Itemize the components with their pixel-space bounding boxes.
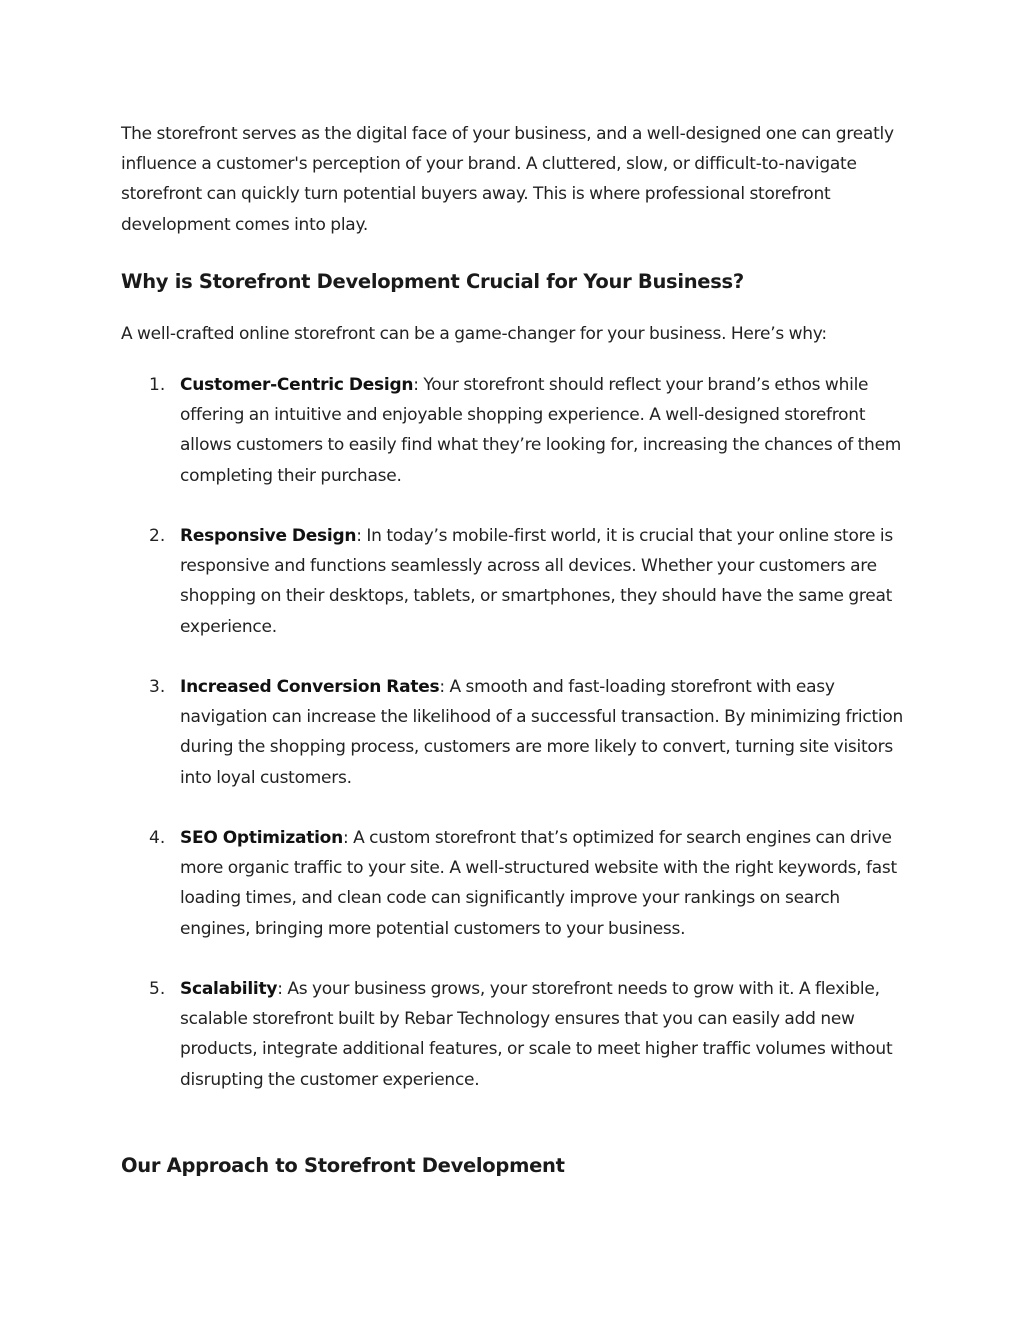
list-item-term: Increased Conversion Rates (180, 677, 440, 697)
list-item-text: : A smooth and fast-loading storefront with easy navigation can increase the likelihood of a successful transaction. By minimizing friction during the shopping process, customers are more likely to convert, turning site visitors into loyal customers. (180, 677, 904, 788)
list-item-body (180, 672, 907, 793)
list-item-term: Customer-Centric Design (180, 375, 414, 395)
list-item-text: : A custom storefront that’s optimized for search engines can drive more organic traffic to your site. A well-structured website with the right keywords, fast loading times, and clean code can significantly improve your rankings on search engines, bringing more potential customers to your business. (180, 828, 897, 939)
list-item-body (180, 370, 907, 491)
list-item-body (180, 974, 907, 1095)
intro-paragraph: The storefront serves as the digital face of your business, and a well-designed one can greatly influence a customer's perception of your brand. A cluttered, slow, or difficult-to-navigate storefront can quickly turn potential buyers away. This is where professional storefront development comes into play. (121, 124, 894, 235)
list-item-body (180, 823, 907, 944)
list-item-term: Scalability (180, 979, 278, 999)
heading-our-approach: Our Approach to Storefront Development (121, 1154, 565, 1177)
list-item-number: 1. (149, 375, 166, 395)
list-item-term: Responsive Design (180, 526, 357, 546)
list-item-text: : In today’s mobile-first world, it is crucial that your online store is responsive and functions seamlessly across all devices. Whether your customers are shopping on their desktops, tablets, or smartphones, they should have the same great experience. (180, 526, 893, 637)
list-item-text: : Your storefront should reflect your brand’s ethos while offering an intuitive and enjoyable shopping experience. A well-designed storefront allows customers to easily find what they’re looking for, increasing the chances of them completing their purchase. (180, 375, 902, 486)
list-item-number: 3. (149, 677, 166, 697)
lead-paragraph: A well-crafted online storefront can be a game-changer for your business. Here’s why: (121, 324, 827, 344)
heading-why-storefront-development: Why is Storefront Development Crucial for Your Business? (121, 270, 744, 293)
list-item-number: 5. (149, 979, 166, 999)
list-item-body (180, 521, 907, 642)
list-item-term: SEO Optimization (180, 828, 343, 848)
list-item-text: : As your business grows, your storefront needs to grow with it. A flexible, scalable storefront built by Rebar Technology ensures that you can easily add new products, integrate additional features, or scale to meet higher traffic volumes without disrupting the customer experience. (180, 979, 893, 1090)
list-item-number: 2. (149, 526, 166, 546)
list-item-number: 4. (149, 828, 166, 848)
